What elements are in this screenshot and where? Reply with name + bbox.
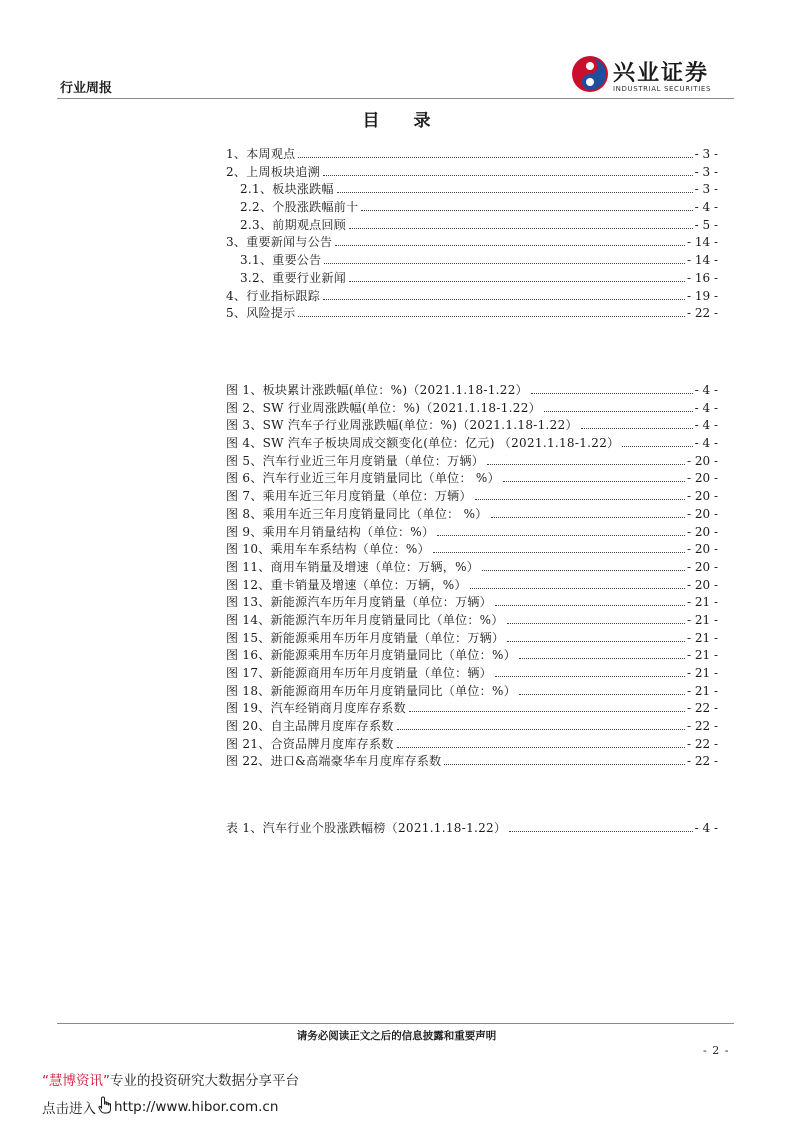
figure-entry[interactable]: 图 20、自主品牌月度库存系数 - 22 - [226,719,718,734]
figure-entry[interactable]: 图 12、重卡销量及增速（单位：万辆，%） - 20 - [226,577,718,592]
figure-entry[interactable]: 图 14、新能源汽车历年月度销量同比（单位：%） - 21 - [226,612,718,627]
figure-entry[interactable]: 图 21、合资品牌月度库存系数 - 22 - [226,736,718,751]
promo-url-link[interactable]: http://www.hibor.com.cn [114,1099,279,1115]
disclaimer-text: 请务必阅读正文之后的信息披露和重要声明 [296,1030,497,1042]
toc-entry[interactable]: 1、本周观点 - 3 - [226,147,718,161]
promo-banner [42,1069,299,1089]
logo-text-cn: 兴业证券 [613,61,710,86]
logo-text-en: INDUSTRIAL SECURITIES [613,85,711,93]
toc-subentry[interactable]: 3.1、重要公告 - 14 - [240,253,718,268]
figure-entry[interactable]: 图 4、SW 汽车子板块周成交额变化(单位：亿元) （2021.1.18-1.22） - 4 - [226,436,718,451]
figure-entry[interactable]: 图 16、新能源乘用车历年月度销量同比（单位：%） - 21 - [226,648,718,663]
company-logo [570,54,740,98]
figure-entry[interactable]: 图 10、乘用车车系结构（单位：%） - 20 - [226,542,718,557]
report-type-label: 行业周报 [60,81,113,96]
promo-brand: “慧博资讯” [42,1073,110,1089]
toc-subentry[interactable]: 3.2、重要行业新闻 - 16 - [240,270,718,285]
toc-entry[interactable]: 4、行业指标跟踪 - 19 - [226,288,718,303]
figure-entry[interactable]: 图 13、新能源汽车历年月度销量（单位：万辆） - 21 - [226,595,718,610]
figure-entry[interactable]: 图 1、板块累计涨跌幅(单位：%)（2021.1.18-1.22） - 4 - [226,383,718,397]
figure-entry[interactable]: 图 17、新能源商用车历年月度销量（单位：辆） - 21 - [226,666,718,680]
figure-entry[interactable]: 图 18、新能源商用车历年月度销量同比（单位：%） - 21 - [226,683,718,698]
figure-entry[interactable]: 图 19、汽车经销商月度库存系数 - 22 - [226,701,718,716]
figure-entry[interactable]: 图 9、乘用车月销量结构（单位：%） - 20 - [226,524,718,539]
promo-tagline: 专业的投资研究大数据分享平台 [110,1073,299,1089]
figure-entry[interactable]: 图 8、乘用车近三年月度销量同比（单位： %） - 20 - [226,506,718,521]
logo-mark-icon [570,54,610,94]
toc-subentry[interactable]: 2.3、前期观点回顾 - 5 - [240,217,718,232]
toc-entry[interactable]: 3、重要新闻与公告 - 14 - [226,235,718,250]
figure-entry[interactable]: 图 11、商用车销量及增速（单位：万辆，%） - 20 - [226,559,718,574]
toc-subentry[interactable]: 2.2、个股涨跌幅前十 - 4 - [240,200,718,215]
toc-entry[interactable]: 5、风险提示 - 22 - [226,306,718,321]
figure-list [226,382,718,771]
toc-heading: 目 录 [362,111,445,131]
footer-divider [57,1023,734,1024]
toc-entry[interactable]: 2、上周板块追溯 - 3 - [226,164,718,179]
figure-entry[interactable]: 图 5、汽车行业近三年月度销量（单位：万辆） - 20 - [226,453,718,468]
promo-link-row[interactable] [42,1096,278,1118]
promo-link-prefix: 点击进入 [42,1101,96,1117]
table-list [226,820,718,838]
toc-sections [226,146,718,323]
figure-entry[interactable]: 图 22、进口&高端豪华车月度库存系数 - 22 - [226,754,718,769]
figure-entry[interactable]: 图 15、新能源乘用车历年月度销量（单位：万辆） - 21 - [226,630,718,645]
table-entry[interactable]: 表 1、汽车行业个股涨跌幅榜（2021.1.18-1.22） - 4 - [226,821,718,835]
figure-entry[interactable]: 图 7、乘用车近三年月度销量（单位：万辆） - 20 - [226,489,718,504]
pointing-hand-icon [98,1096,112,1118]
figure-entry[interactable]: 图 3、SW 汽车子行业周涨跌幅(单位：%)（2021.1.18-1.22） - 4 - [226,418,718,433]
header-divider [57,98,734,99]
figure-entry[interactable]: 图 2、SW 行业周涨跌幅(单位：%)（2021.1.18-1.22） - 4 - [226,400,718,415]
toc-subentry[interactable]: 2.1、板块涨跌幅 - 3 - [240,182,718,197]
page-number: - 2 - [703,1044,730,1057]
figure-entry[interactable]: 图 6、汽车行业近三年月度销量同比（单位： %） - 20 - [226,471,718,486]
